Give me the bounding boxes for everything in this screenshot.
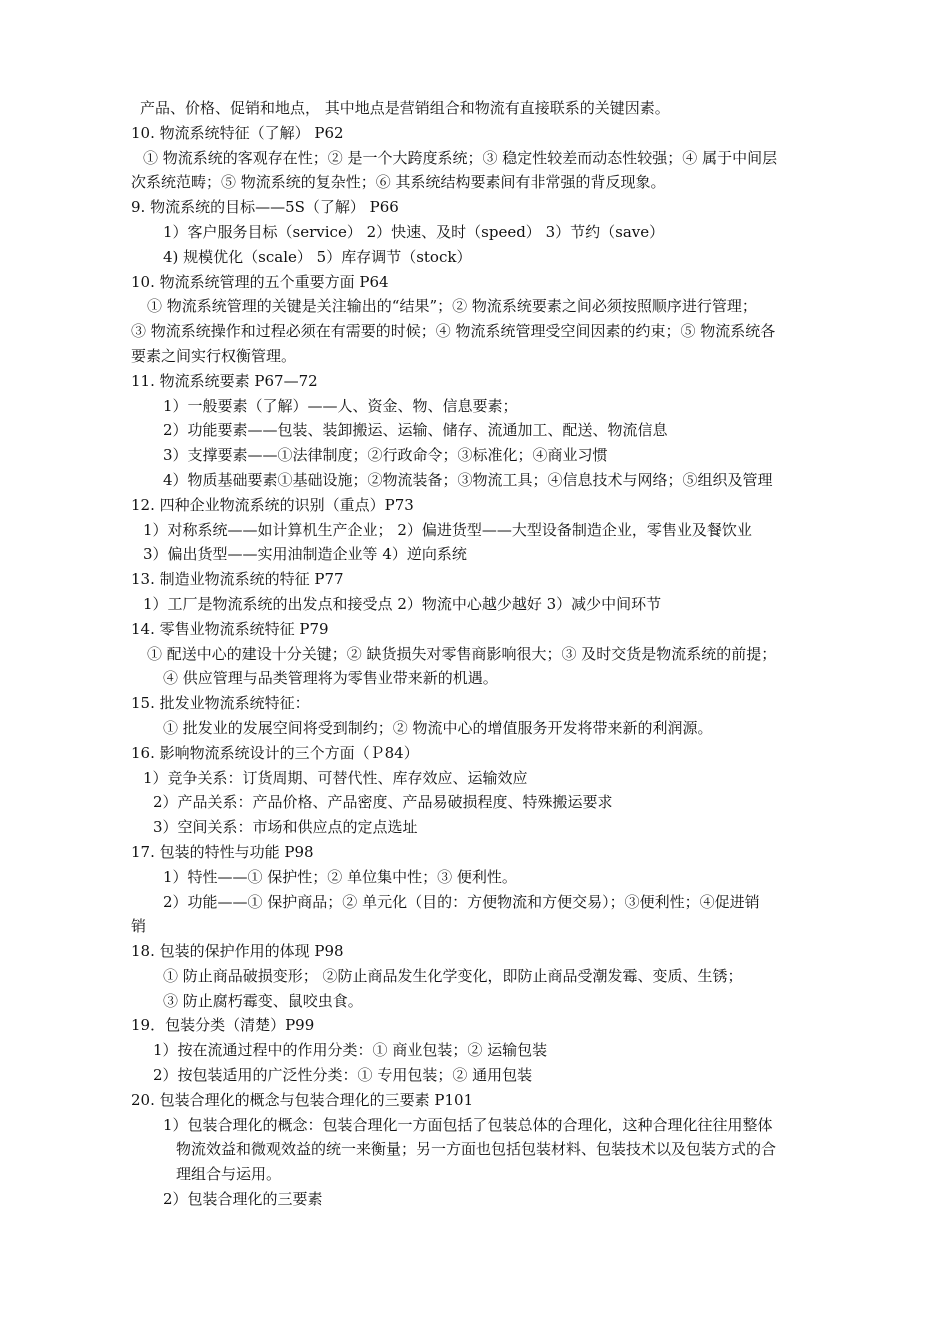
text-line: 要素之间实行权衡管理。 [131, 346, 297, 365]
text-line: ④ 供应管理与品类管理将为零售业带来新的机遇。 [163, 669, 498, 688]
text-line: 1）客户服务目标（service） 2）快速、及时（speed） 3）节约（save） [163, 222, 665, 241]
text-line: 物流效益和微观效益的统一来衡量；另一方面也包括包装材料、包装技术以及包装方式的合 [176, 1140, 777, 1159]
text-line: 1）竞争关系：订货周期、可替代性、库存效应、运输效应 [143, 768, 528, 787]
text-line: 13. 制造业物流系统的特征 P77 [131, 570, 344, 589]
text-line: 理组合与运用。 [176, 1165, 282, 1184]
text-line: 12. 四种企业物流系统的识别（重点）P73 [131, 495, 414, 514]
text-line: 1）对称系统——如计算机生产企业； 2）偏进货型——大型设备制造企业，零售业及餐饮业 [143, 520, 752, 539]
text-line: ① 配送中心的建设十分关键；② 缺货损失对零售商影响很大；③ 及时交货是物流系统的前提； [147, 644, 777, 663]
text-line: 15. 批发业物流系统特征： [131, 694, 310, 713]
text-line: ① 防止商品破损变形； ②防止商品发生化学变化，即防止商品受潮发霉、变质、生锈； [163, 966, 743, 985]
text-line: 产品、价格、促销和地点， 其中地点是营销组合和物流有直接联系的关键因素。 [140, 99, 670, 117]
text-line: 19．包装分类（清楚）P99 [131, 1016, 315, 1035]
text-line: 次系统范畴；⑤ 物流系统的复杂性；⑥ 其系统结构要素间有非常强的背反现象。 [131, 173, 666, 192]
text-line: 1）特性——① 保护性；② 单位集中性；③ 便利性。 [163, 867, 517, 886]
text-line: ① 批发业的发展空间将受到制约；② 物流中心的增值服务开发将带来新的利润源。 [163, 718, 713, 737]
text-line: 4) 规模优化（scale） 5）库存调节（stock） [163, 247, 472, 266]
text-line: 2）产品关系：产品价格、产品密度、产品易破损程度、特殊搬运要求 [153, 793, 613, 812]
text-line: 9. 物流系统的目标——5S（了解） P66 [131, 198, 399, 217]
text-line: ③ 防止腐朽霉变、鼠咬虫食。 [163, 991, 363, 1010]
text-line: 16. 影响物流系统设计的三个方面（Ｐ84） [131, 743, 419, 762]
text-line: 20. 包装合理化的概念与包装合理化的三要素 P101 [131, 1090, 474, 1109]
text-line: 10. 物流系统特征（了解） P62 [131, 123, 344, 142]
text-line: 1）工厂是物流系统的出发点和接受点 2）物流中心越少越好 3）减少中间环节 [143, 594, 662, 613]
text-line: 2）功能要素——包装、装卸搬运、运输、储存、流通加工、配送、物流信息 [163, 421, 668, 440]
text-line: 1）一般要素（了解）——人、资金、物、信息要素； [163, 396, 518, 415]
text-line: 1）按在流通过程中的作用分类：① 商业包装；② 运输包装 [153, 1041, 548, 1060]
text-line: 2）功能——① 保护商品；② 单元化（目的：方便物流和方便交易）；③便利性；④促进销 [163, 892, 760, 911]
text-line: 2）包装合理化的三要素 [163, 1190, 323, 1209]
text-line: 17. 包装的特性与功能 P98 [131, 842, 314, 861]
document-body [0, 96, 950, 1212]
text-line: 18. 包装的保护作用的体现 P98 [131, 942, 344, 961]
text-line: 3）偏出货型——实用油制造企业等 4）逆向系统 [143, 545, 467, 564]
text-line: 2）按包装适用的广泛性分类：① 专用包装；② 通用包装 [153, 1066, 533, 1085]
text-line: ① 物流系统管理的关键是关注输出的“结果”；② 物流系统要素之间必须按照顺序进行管理； [147, 297, 757, 316]
text-line: 14. 零售业物流系统特征 P79 [131, 619, 329, 638]
text-line: 1）包装合理化的概念：包装合理化一方面包括了包装总体的合理化，这种合理化往往用整体 [163, 1115, 773, 1134]
text-line: ③ 物流系统操作和过程必须在有需要的时候；④ 物流系统管理受空间因素的约束；⑤ 物流系统各 [131, 322, 776, 341]
text-line: 4）物质基础要素①基础设施；②物流装备；③物流工具；④信息技术与网络；⑤组织及管理 [163, 470, 773, 489]
text-line: 销 [131, 917, 147, 936]
text-line: 3）支撑要素——①法律制度；②行政命令；③标准化；④商业习惯 [163, 446, 608, 465]
text-line: 10. 物流系统管理的五个重要方面 P64 [131, 272, 389, 291]
text-line: 11. 物流系统要素 P67—72 [131, 371, 318, 390]
text-line: 3）空间关系：市场和供应点的定点选址 [153, 818, 418, 837]
text-line: ① 物流系统的客观存在性；② 是一个大跨度系统；③ 稳定性较差而动态性较强；④ 属于中间层 [143, 148, 778, 167]
